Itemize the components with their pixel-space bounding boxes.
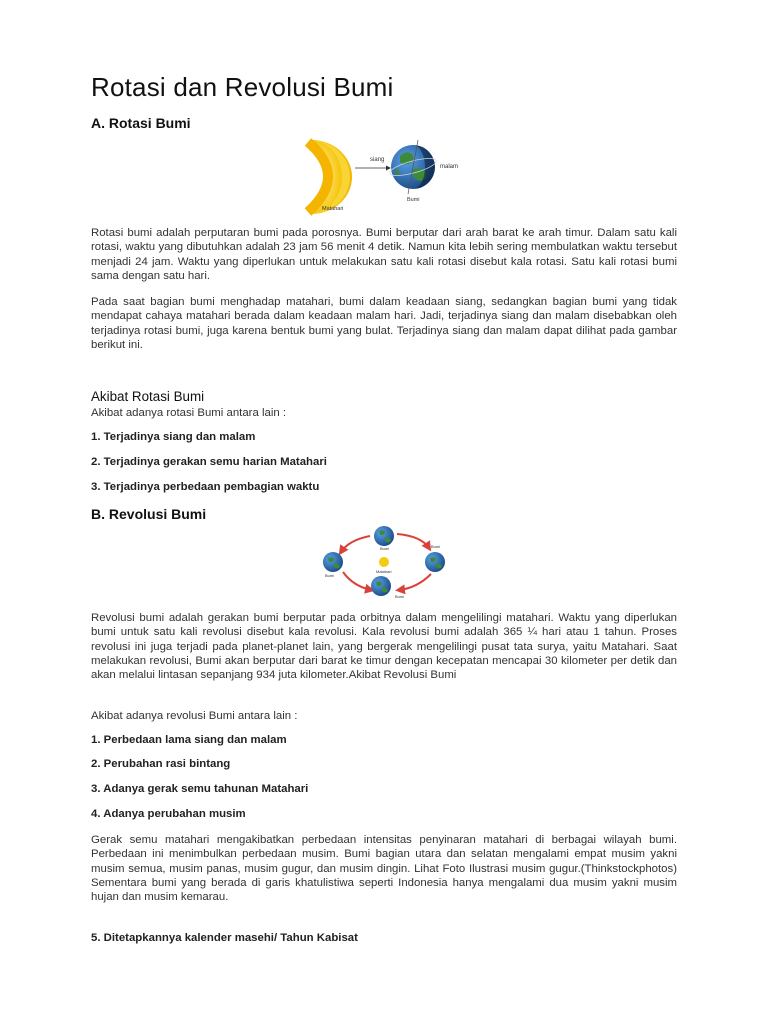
earth-right-icon [425,552,445,572]
rotasi-paragraph-1: Rotasi bumi adalah perputaran bumi pada porosnya. Bumi berputar dari arah barat ke arah timur. Dalam satu kali rotasi, waktu yang dibutuhkan adalah 23 jam 56 menit 4 detik. Namun kita lebih sering membulatkan waktu tersebut menjadi 24 jam. Waktu yang diperlukan untuk melakukan satu kali rotasi disebut kala rotasi. Satu kali rotasi bumi sama dengan satu hari. [91,227,677,282]
akibat-revolusi-item-4: 4. Adanya perubahan musim [91,808,246,820]
rotation-figure [300,138,470,216]
rotation-arrow-head [386,166,391,171]
label-bumi: Bumi [407,197,420,203]
akibat-rotasi-item-3: 3. Terjadinya perbedaan pembagian waktu [91,481,320,493]
akibat-rotasi-item-2: 2. Terjadinya gerakan semu harian Matahari [91,456,327,468]
akibat-revolusi-item-2: 2. Perubahan rasi bintang [91,758,231,770]
page-title: Rotasi dan Revolusi Bumi [91,72,394,102]
label-matahari-rev: Matahari [376,569,392,574]
sun-icon [379,557,389,567]
label-bumi-top: Bumi [380,546,390,551]
akibat-revolusi-item-1: 1. Perbedaan lama siang dan malam [91,734,287,746]
akibat-revolusi-item-5: 5. Ditetapkannya kalender masehi/ Tahun Kabisat [91,932,358,944]
earth-left-icon [323,552,343,572]
revolusi-paragraph: Revolusi bumi adalah gerakan bumi berputar pada orbitnya dalam mengelilingi matahari. Waktu yang diperlukan bumi untuk satu kali revolusi disebut kala revolusi. Kala revolusi bumi adalah 365 ¼ hari atau 1 tahun. Proses revolusi ini juga terjadi pada planet-planet lain, yang bergerak mengelilingi pusat tata surya, yaitu Matahari. Saat melakukan revolusi, Bumi akan berputar dari barat ke timur dengan kecepatan mencapai 30 kilometer per detik dan akan melalui lintasan sepanjang 934 juta kilometer.Akibat Revolusi Bumi [91,612,677,682]
akibat-revolusi-intro: Akibat adanya revolusi Bumi antara lain : [91,710,298,722]
akibat-revolusi-item-3: 3. Adanya gerak semu tahunan Matahari [91,783,309,795]
revolution-figure [313,522,461,602]
label-siang: siang [370,157,385,163]
rotasi-paragraph-2: Pada saat bagian bumi menghadap matahari, bumi dalam keadaan siang, sedangkan bagian bumi yang tidak mendapat cahaya matahari berada dalam keadaan malam hari. Jadi, terjadinya siang dan malam disebabkan oleh terjadinya rotasi bumi, juga karena bentuk bumi yang bulat. Terjadinya siang dan malam dapat dilihat pada gambar berikut ini. [91,296,677,351]
akibat-rotasi-item-1: 1. Terjadinya siang dan malam [91,431,256,443]
musim-paragraph: Gerak semu matahari mengakibatkan perbedaan intensitas penyinaran matahari di berbagai wilayah bumi. Perbedaan ini menimbulkan perbedaan musim. Bumi bagian utara dan selatan mengalami empat musim yakni musim semua, musim panas, musim gugur, dan musim dingin. Lihat Foto Ilustrasi musim gugur.(Thinkstockphotos) Sementara bumi yang berada di garis khatulistiwa seperti Indonesia hanya mengalami dua musim yakni musim hujan dan musim kemarau. [91,834,677,904]
earth-top-icon [374,526,394,546]
earth-icon [388,140,437,194]
section-a-heading: A. Rotasi Bumi [91,115,191,131]
label-bumi-left: Bumi [325,573,335,578]
akibat-rotasi-intro: Akibat adanya rotasi Bumi antara lain : [91,407,287,419]
label-malam: malam [440,164,459,170]
label-bumi-right: Bumi [431,544,441,549]
section-b-heading: B. Revolusi Bumi [91,506,207,522]
label-matahari: Matahari [322,206,344,212]
sun-shape [308,140,352,214]
earth-bottom-icon [371,576,391,596]
label-bumi-bottom: Bumi [395,594,405,599]
akibat-rotasi-heading: Akibat Rotasi Bumi [91,389,205,404]
